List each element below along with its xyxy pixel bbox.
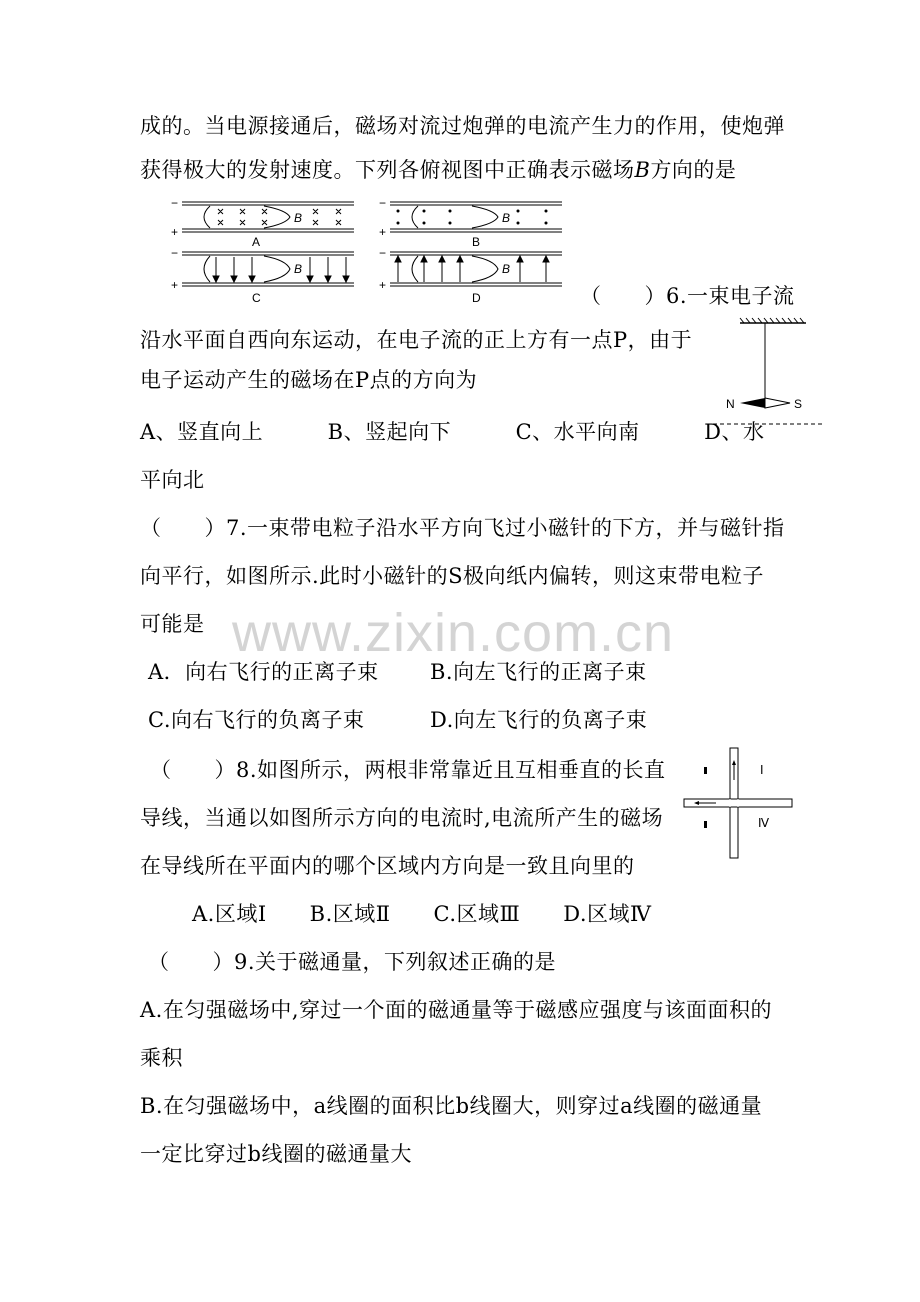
question-6-head: （ ）6.一束电子流: [580, 284, 795, 308]
text-span: 获得极大的发射速度。下列各俯视图中正确表示磁场: [140, 158, 635, 182]
compass-needle-figure: [706, 316, 826, 432]
plus-sign: +: [171, 225, 179, 239]
label-A: A: [252, 235, 261, 249]
text-line: 电子运动产生的磁场在P点的方向为: [140, 368, 478, 392]
option-B: B.向左飞行的正离子束: [430, 660, 647, 684]
symbol-B: B: [634, 158, 651, 182]
rail-gun-figure: [168, 196, 568, 304]
text-line: [140, 156, 736, 184]
text-line: 乘积: [140, 1046, 183, 1070]
crossed-wires-figure: [682, 740, 806, 864]
text-line: 平向北: [140, 468, 205, 492]
option-C: C.向右飞行的负离子束: [148, 708, 365, 732]
north-label: N: [726, 397, 735, 411]
text-line: 沿水平面自西向东运动，在电子流的正上方有一点P，由于: [140, 328, 693, 352]
text-line: 在导线所在平面内的哪个区域内方向是一致且向里的: [140, 854, 635, 878]
text-line: 可能是: [140, 612, 205, 636]
watermark: www.zixin.com.cn: [232, 603, 675, 663]
plus-sign: +: [379, 278, 387, 292]
option-A-line: A.在匀强磁场中,穿过一个面的磁通量等于磁感应强度与该面面积的: [140, 998, 773, 1022]
option-D: D.向左飞行的负离子束: [430, 708, 648, 732]
field-label-B: B: [294, 211, 303, 225]
question-6-options: A、竖直向上 B、竖起向下 C、水平向南 D、水: [140, 420, 765, 444]
region-IV-label: Ⅳ: [758, 816, 770, 830]
question-7-line: （ ）7.一束带电粒子沿水平方向飞过小磁针的下方，并与磁针指: [140, 516, 785, 540]
text-line: 向平行，如图所示.此时小磁针的S极向纸内偏转，则这束带电粒子: [140, 564, 765, 588]
field-label-B: B: [502, 211, 511, 225]
question-9-line: （ ）9.关于磁通量，下列叙述正确的是: [148, 950, 557, 974]
text-line: 一定比穿过b线圈的磁通量大: [140, 1142, 412, 1166]
minus-sign: −: [171, 196, 179, 210]
field-label-B: B: [502, 262, 511, 276]
option-A: A．向右飞行的正离子束: [148, 660, 379, 684]
plus-sign: +: [379, 225, 387, 239]
option-B-line: B.在匀强磁场中，a线圈的面积比b线圈大，则穿过a线圈的磁通量: [140, 1094, 763, 1118]
label-D: D: [472, 291, 481, 304]
minus-sign: −: [171, 246, 179, 260]
question-8-options: A.区域Ⅰ B.区域Ⅱ C.区域Ⅲ D.区域Ⅳ: [192, 902, 652, 926]
question-8-line: （ ）8.如图所示，两根非常靠近且互相垂直的长直: [150, 758, 666, 782]
label-C: C: [252, 291, 261, 304]
minus-sign: −: [379, 196, 387, 210]
field-label-B: B: [294, 262, 303, 276]
text-line: 成的。当电源接通后，磁场对流过炮弹的电流产生力的作用，使炮弹: [140, 114, 785, 138]
text-span: 方向的是: [650, 158, 737, 182]
region-I-label: Ⅰ: [760, 763, 764, 777]
label-B: B: [472, 235, 481, 249]
plus-sign: +: [171, 278, 179, 292]
minus-sign: −: [379, 246, 387, 260]
text-line: 导线，当通以如图所示方向的电流时,电流所产生的磁场: [140, 806, 664, 830]
south-label: S: [794, 397, 803, 411]
